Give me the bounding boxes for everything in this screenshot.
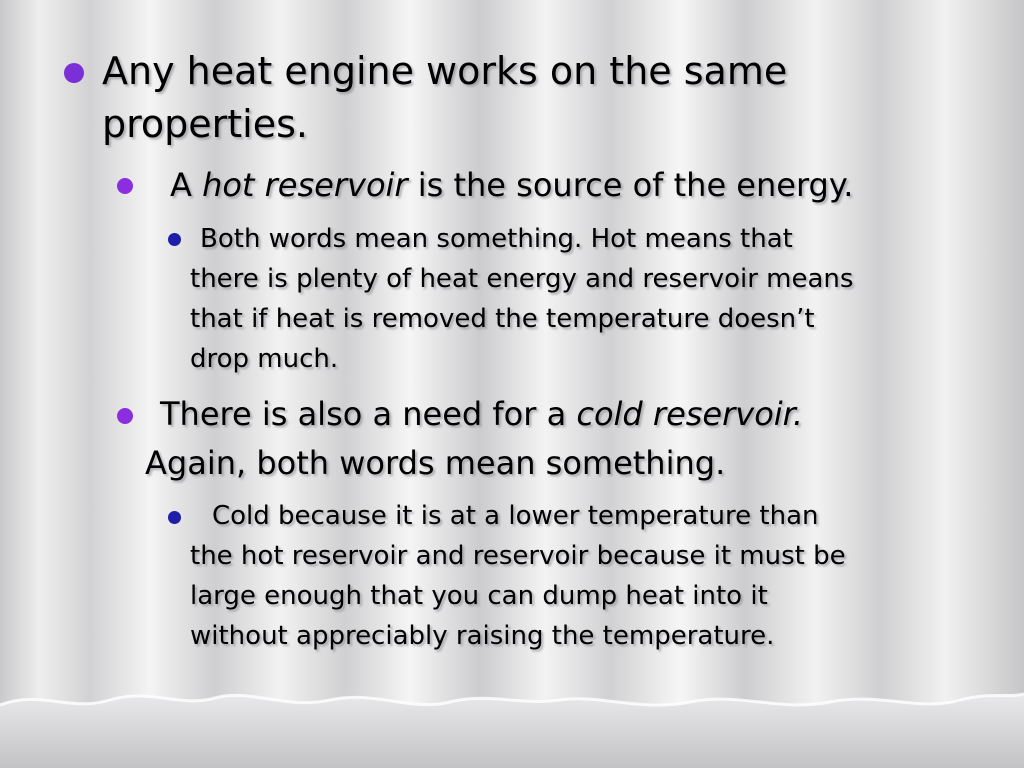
bullet-level2-icon: [117, 178, 133, 194]
bullet3-line2: there is plenty of heat energy and reservoir means: [190, 264, 854, 294]
bullet4-line1: There is also a need for a cold reservoir.: [160, 395, 804, 433]
bullet-level2-icon: [117, 408, 133, 424]
hot-reservoir-term: hot reservoir: [202, 166, 408, 204]
bullet3-line3: that if heat is removed the temperature doesn’t: [190, 304, 815, 334]
bullet-level3-icon: [168, 511, 181, 524]
bullet1-line2: properties.: [102, 102, 308, 146]
bullet-level1-icon: [64, 63, 84, 83]
bullet3-line1: Both words mean something. Hot means that: [200, 224, 793, 254]
bullet1-line1: Any heat engine works on the same: [102, 49, 788, 93]
bullet3-line4: drop much.: [190, 344, 339, 374]
bullet5-line1: Cold because it is at a lower temperature than: [212, 501, 819, 531]
bullet-level3-icon: [168, 233, 181, 246]
bullet5-line2: the hot reservoir and reservoir because it must be: [190, 541, 846, 571]
bullet4-line2: Again, both words mean something.: [145, 444, 726, 482]
bullet5-line4: without appreciably raising the temperature.: [190, 621, 775, 651]
cold-reservoir-term: cold reservoir.: [576, 395, 804, 433]
bullet2-text: A hot reservoir is the source of the energy.: [170, 166, 854, 204]
bullet5-line3: large enough that you can dump heat into it: [190, 581, 768, 611]
